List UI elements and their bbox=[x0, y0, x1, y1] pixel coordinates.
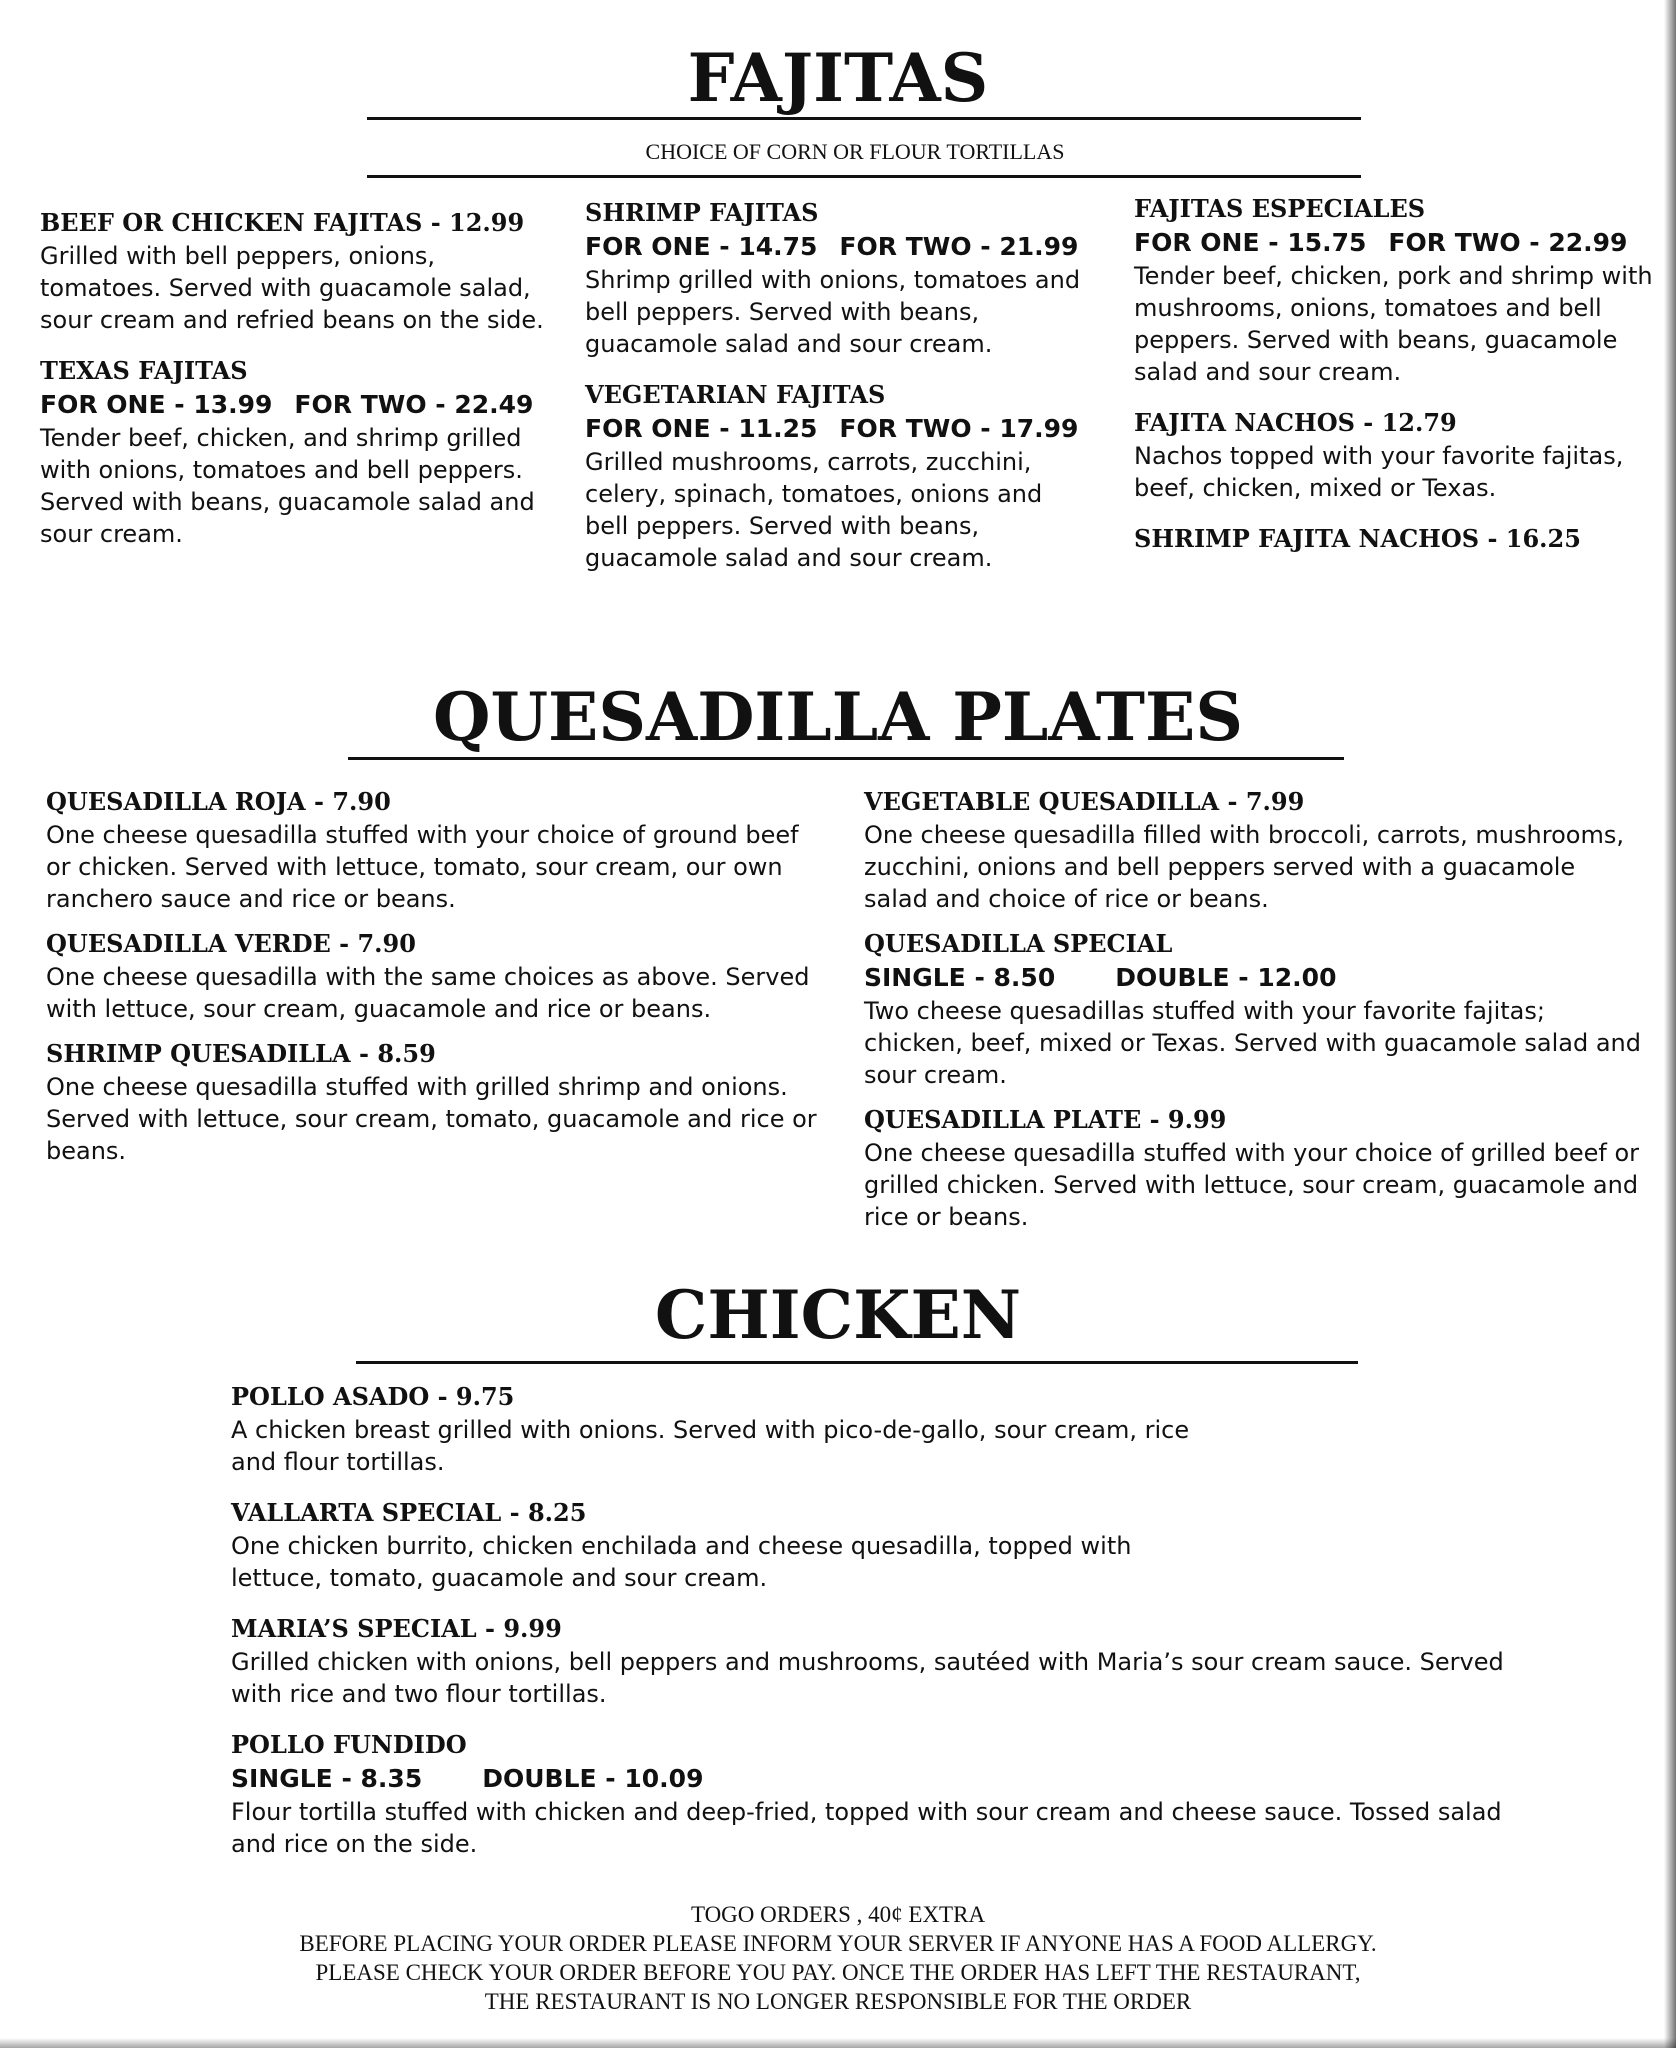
item-name: QUESADILLA SPECIAL bbox=[864, 929, 1173, 958]
item-description: One cheese quesadilla filled with broccoli, carrots, mushrooms, zucchini, onions and bell peppers served with a guacamole salad and choice of rice or beans. bbox=[864, 821, 1624, 913]
price-two: FOR TWO - 22.99 bbox=[1388, 228, 1628, 257]
item-description: One cheese quesadilla with the same choices as above. Served with lettuce, sour cream, guacamole and rice or beans. bbox=[46, 963, 810, 1023]
menu-item bbox=[40, 206, 560, 336]
item-description: One cheese quesadilla stuffed with grilled shrimp and onions. Served with lettuce, sour cream, tomato, guacamole and rice or beans. bbox=[46, 1073, 817, 1165]
menu-item bbox=[46, 1037, 826, 1167]
item-name: QUESADILLA VERDE - 7.90 bbox=[46, 929, 416, 958]
price-one: FOR ONE - 14.75 bbox=[585, 232, 818, 261]
item-prices bbox=[231, 1762, 1531, 1796]
price-two: FOR TWO - 21.99 bbox=[839, 232, 1079, 261]
item-prices bbox=[585, 412, 1085, 446]
item-prices bbox=[864, 961, 1644, 995]
fajitas-top-rule bbox=[367, 117, 1361, 120]
menu-item bbox=[1134, 406, 1654, 504]
price-single: SINGLE - 8.35 bbox=[231, 1764, 423, 1793]
item-name: SHRIMP FAJITAS bbox=[585, 198, 819, 227]
menu-item bbox=[231, 1380, 1211, 1478]
menu-item bbox=[1134, 522, 1654, 556]
item-name: VEGETARIAN FAJITAS bbox=[585, 380, 886, 409]
price-one: FOR ONE - 11.25 bbox=[585, 414, 818, 443]
allergy-notice: BEFORE PLACING YOUR ORDER PLEASE INFORM YOUR SERVER IF ANYONE HAS A FOOD ALLERGY. bbox=[299, 1931, 1377, 1956]
price-two: FOR TWO - 17.99 bbox=[839, 414, 1079, 443]
menu-item bbox=[40, 354, 560, 550]
fajitas-subtitle: CHOICE OF CORN OR FLOUR TORTILLAS bbox=[645, 139, 1065, 164]
menu-item bbox=[46, 927, 826, 1025]
item-description: Grilled mushrooms, carrots, zucchini, celery, spinach, tomatoes, onions and bell peppers. Served with beans, guacamole salad and sour cream. bbox=[585, 448, 1043, 572]
price-single: SINGLE - 8.50 bbox=[864, 963, 1056, 992]
item-name: MARIA’S SPECIAL - 9.99 bbox=[231, 1614, 562, 1643]
item-description: One cheese quesadilla stuffed with your choice of grilled beef or grilled chicken. Served with lettuce, sour cream, guacamole and rice or beans. bbox=[864, 1139, 1639, 1231]
quesadilla-title: QUESADILLA PLATES bbox=[432, 678, 1244, 756]
page-edge-shadow bbox=[1664, 0, 1676, 2048]
menu-item bbox=[46, 785, 826, 915]
item-name: QUESADILLA ROJA - 7.90 bbox=[46, 787, 391, 816]
item-prices bbox=[1134, 226, 1654, 260]
fajitas-column-2 bbox=[585, 196, 1085, 592]
item-description: Two cheese quesadillas stuffed with your favorite fajitas; chicken, beef, mixed or Texas. Served with guacamole salad and sour cream. bbox=[864, 997, 1641, 1089]
item-name: TEXAS FAJITAS bbox=[40, 356, 248, 385]
item-description: Flour tortilla stuffed with chicken and deep-fried, topped with sour cream and cheese sauce. Tossed salad and rice on the side. bbox=[231, 1798, 1502, 1858]
item-description: A chicken breast grilled with onions. Served with pico-de-gallo, sour cream, rice and flour tortillas. bbox=[231, 1416, 1190, 1476]
fajitas-column-1 bbox=[40, 206, 560, 568]
menu-item bbox=[864, 785, 1644, 915]
item-description: Grilled chicken with onions, bell peppers and mushrooms, sautéed with Maria’s sour cream sauce. Served with rice and two flour tortillas. bbox=[231, 1648, 1504, 1708]
item-description: Tender beef, chicken, pork and shrimp with mushrooms, onions, tomatoes and bell peppers. Served with beans, guacamole salad and sour cream. bbox=[1134, 262, 1653, 386]
item-name: POLLO FUNDIDO bbox=[231, 1730, 467, 1759]
item-name: FAJITA NACHOS - 12.79 bbox=[1134, 408, 1457, 437]
price-double: DOUBLE - 10.09 bbox=[482, 1764, 704, 1793]
item-name: BEEF OR CHICKEN FAJITAS - 12.99 bbox=[40, 208, 525, 237]
item-description: One chicken burrito, chicken enchilada and cheese quesadilla, topped with lettuce, tomato, guacamole and sour cream. bbox=[231, 1532, 1132, 1592]
item-name: SHRIMP FAJITA NACHOS - 16.25 bbox=[1134, 524, 1581, 553]
item-prices bbox=[585, 230, 1085, 264]
fajitas-title: FAJITAS bbox=[687, 39, 989, 117]
chicken-items bbox=[231, 1380, 1531, 1878]
price-one: FOR ONE - 13.99 bbox=[40, 390, 273, 419]
menu-item bbox=[864, 927, 1644, 1091]
item-name: QUESADILLA PLATE - 9.99 bbox=[864, 1105, 1227, 1134]
menu-item bbox=[231, 1496, 1211, 1594]
item-name: POLLO ASADO - 9.75 bbox=[231, 1382, 515, 1411]
price-double: DOUBLE - 12.00 bbox=[1115, 963, 1337, 992]
price-two: FOR TWO - 22.49 bbox=[294, 390, 534, 419]
item-description: Nachos topped with your favorite fajitas, beef, chicken, mixed or Texas. bbox=[1134, 442, 1624, 502]
item-name: FAJITAS ESPECIALES bbox=[1134, 194, 1426, 223]
page-bottom-shadow bbox=[0, 2038, 1676, 2048]
item-name: VALLARTA SPECIAL - 8.25 bbox=[231, 1498, 587, 1527]
footer-notice bbox=[0, 1900, 1676, 2016]
menu-item bbox=[585, 378, 1085, 574]
fajitas-column-3 bbox=[1134, 192, 1654, 574]
menu-item bbox=[585, 196, 1085, 360]
togo-notice: TOGO ORDERS , 40¢ EXTRA bbox=[690, 1902, 986, 1927]
chicken-title: CHICKEN bbox=[654, 1276, 1022, 1354]
price-one: FOR ONE - 15.75 bbox=[1134, 228, 1367, 257]
item-description: Grilled with bell peppers, onions, tomatoes. Served with guacamole salad, sour cream and refried beans on the side. bbox=[40, 242, 544, 334]
quesadilla-column-1 bbox=[46, 785, 826, 1185]
quesadilla-rule bbox=[348, 757, 1344, 760]
menu-item bbox=[231, 1612, 1531, 1710]
menu-item bbox=[231, 1728, 1531, 1860]
item-name: SHRIMP QUESADILLA - 8.59 bbox=[46, 1039, 436, 1068]
quesadilla-column-2 bbox=[864, 785, 1644, 1251]
item-name: VEGETABLE QUESADILLA - 7.99 bbox=[864, 787, 1305, 816]
responsibility-notice: THE RESTAURANT IS NO LONGER RESPONSIBLE FOR THE ORDER bbox=[484, 1989, 1192, 2014]
item-description: Tender beef, chicken, and shrimp grilled with onions, tomatoes and bell peppers. Served with beans, guacamole salad and sour cream. bbox=[40, 424, 535, 548]
item-prices bbox=[40, 388, 560, 422]
fajitas-bottom-rule bbox=[367, 175, 1361, 178]
menu-item bbox=[1134, 192, 1654, 388]
item-description: One cheese quesadilla stuffed with your choice of ground beef or chicken. Served with lettuce, tomato, sour cream, our own ranchero sauce and rice or beans. bbox=[46, 821, 799, 913]
menu-item bbox=[864, 1103, 1644, 1233]
item-description: Shrimp grilled with onions, tomatoes and bell peppers. Served with beans, guacamole salad and sour cream. bbox=[585, 266, 1081, 358]
chicken-rule bbox=[356, 1361, 1358, 1364]
check-order-notice: PLEASE CHECK YOUR ORDER BEFORE YOU PAY. ONCE THE ORDER HAS LEFT THE RESTAURANT, bbox=[315, 1960, 1361, 1985]
